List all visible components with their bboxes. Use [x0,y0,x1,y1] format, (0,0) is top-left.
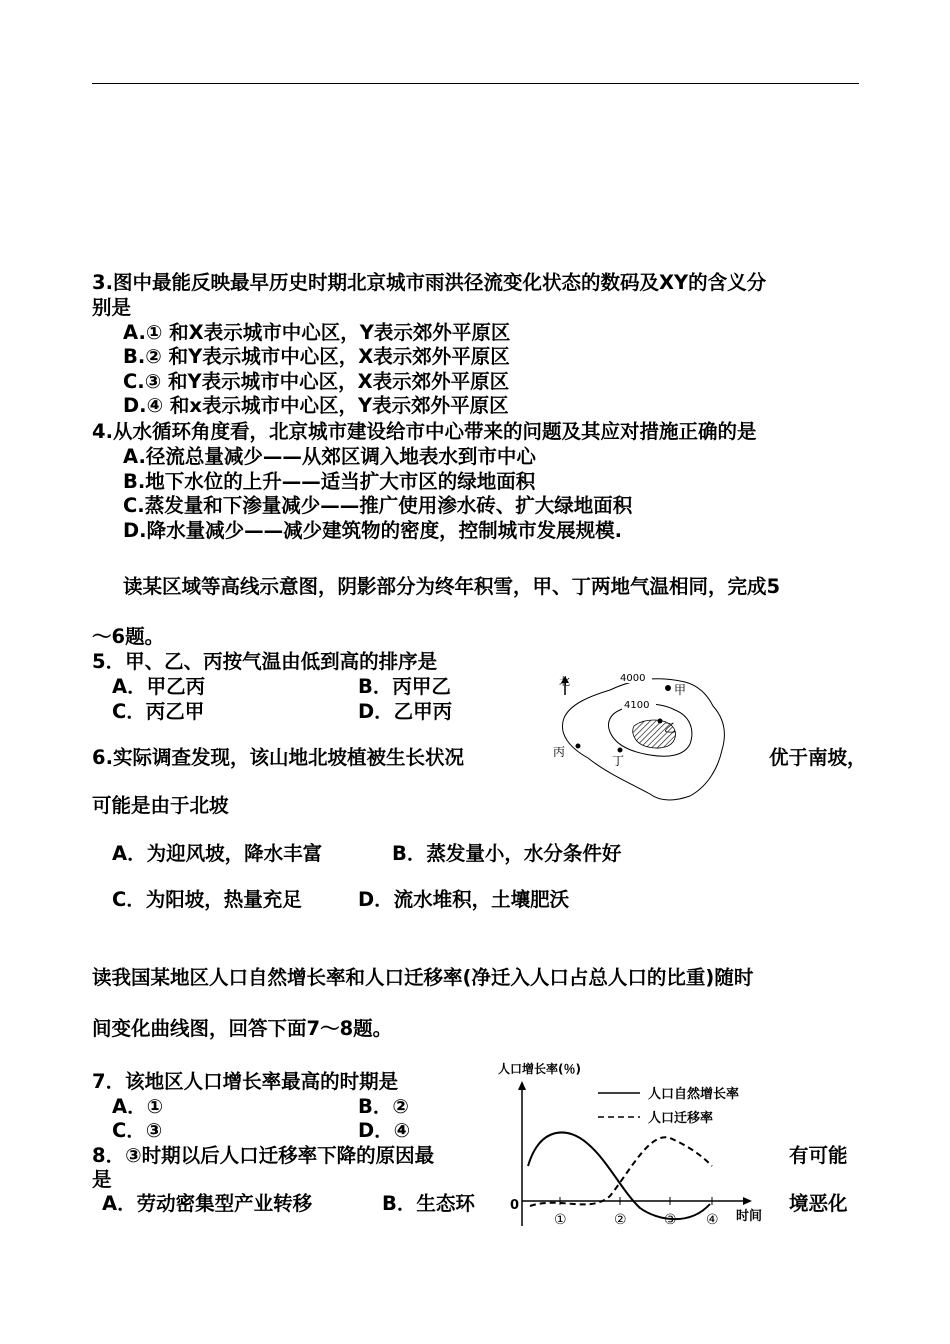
tick-2-label: ② [614,1212,627,1228]
label-jia: 甲 [674,683,687,697]
q6-stem-left: 6.实际调查发现，该山地北坡植被生长状况 [92,746,464,769]
q8-stem-line2: 是 [92,1168,112,1191]
migration-curve [530,1137,712,1206]
q5-option-d: D．乙甲丙 [358,700,453,723]
header-rule [92,83,859,84]
chart-y-arrow [518,1081,526,1090]
point-ding [618,748,623,753]
point-jia [665,685,671,691]
intro78-line1: 读我国某地区人口自然增长率和人口迁移率(净迁入人口占总人口的比重)随时 [92,966,754,989]
q3-stem-line2: 别是 [92,296,132,319]
q8-option-b-right: 境恶化 [789,1192,848,1215]
q3-option-b: B.② 和Y表示城市中心区，X表示郊外平原区 [123,345,510,368]
intro56-line1: 读某区域等高线示意图，阴影部分为终年积雪，甲、丁两地气温相同，完成5 [123,575,781,598]
q3-option-c: C.③ 和Y表示城市中心区，X表示郊外平原区 [123,370,510,393]
q4-option-c: C.蒸发量和下渗量减少——推广使用渗水砖、扩大绿地面积 [123,494,633,517]
label-4000: 4000 [620,673,646,684]
q4-option-a: A.径流总量减少——从郊区调入地表水到市中心 [123,445,536,468]
q7-option-b: B．② [358,1095,409,1118]
q5-option-a: A．甲乙丙 [112,675,206,698]
label-bing: 丙 [553,745,566,759]
q4-stem: 4.从水循环角度看，北京城市建设给市中心带来的问题及其应对措施正确的是 [92,420,757,443]
tick-1-label: ① [554,1212,567,1228]
q6-option-d: D．流水堆积，土壤肥沃 [358,888,570,911]
q3-option-a: A.① 和X表示城市中心区，Y表示郊外平原区 [123,321,511,344]
chart-x-label: 时间 [736,1209,763,1224]
q7-option-d: D．④ [358,1119,411,1142]
q8-option-b-left: B．生态环 [382,1192,475,1215]
tick-3-label: ③ [664,1212,677,1228]
legend-migration-label: 人口迁移率 [648,1111,714,1126]
chart-zero-label: 0 [510,1198,520,1213]
q5-stem: 5．甲、乙、丙按气温由低到高的排序是 [92,650,438,673]
q6-stem-right: 优于南坡， [769,746,867,769]
q3-stem-line1: 3.图中最能反映最早历史时期北京城市雨洪径流变化状态的数码及XY的含义分 [92,271,767,294]
north-arrow [559,675,570,695]
q4-option-d: D.降水量减少——减少建筑物的密度，控制城市发展规模. [123,519,623,542]
point-yi [658,719,663,724]
q6-option-a: A．为迎风坡，降水丰富 [112,842,323,865]
label-yi: 乙 [664,721,677,735]
natural-growth-curve [528,1132,710,1219]
q8-stem-right: 有可能 [789,1144,848,1167]
q7-stem: 7．该地区人口增长率最高的时期是 [92,1070,399,1093]
north-label: 北 [559,675,570,688]
intro56-line2: ～6题。 [92,625,165,648]
q5-option-c: C．丙乙甲 [112,700,205,723]
chart-x-arrow [743,1197,752,1205]
legend-natural-label: 人口自然增长率 [648,1087,740,1102]
q6-option-c: C．为阳坡，热量充足 [112,888,302,911]
q3-option-d: D.④ 和x表示城市中心区，Y表示郊外平原区 [123,394,509,417]
tick-4-label: ④ [706,1212,719,1228]
q6-stem-line2: 可能是由于北坡 [92,794,229,817]
contour-map [550,668,750,808]
q6-option-b: B．蒸发量小，水分条件好 [392,842,622,865]
label-ding: 丁 [612,754,625,768]
q4-option-b: B.地下水位的上升——适当扩大市区的绿地面积 [123,470,536,493]
chart-y-label: 人口增长率(％) [498,1062,581,1076]
label-4100: 4100 [624,700,650,711]
q7-option-c: C．③ [112,1119,163,1142]
q5-option-b: B．丙甲乙 [358,675,451,698]
point-bing [576,744,581,749]
q8-option-a: A．劳动密集型产业转移 [102,1192,313,1215]
intro78-line2: 间变化曲线图，回答下面7～8题。 [92,1017,393,1040]
population-chart [490,1056,780,1234]
q7-option-a: A．① [112,1095,164,1118]
q8-stem-left: 8．③时期以后人口迁移率下降的原因最 [92,1144,435,1167]
